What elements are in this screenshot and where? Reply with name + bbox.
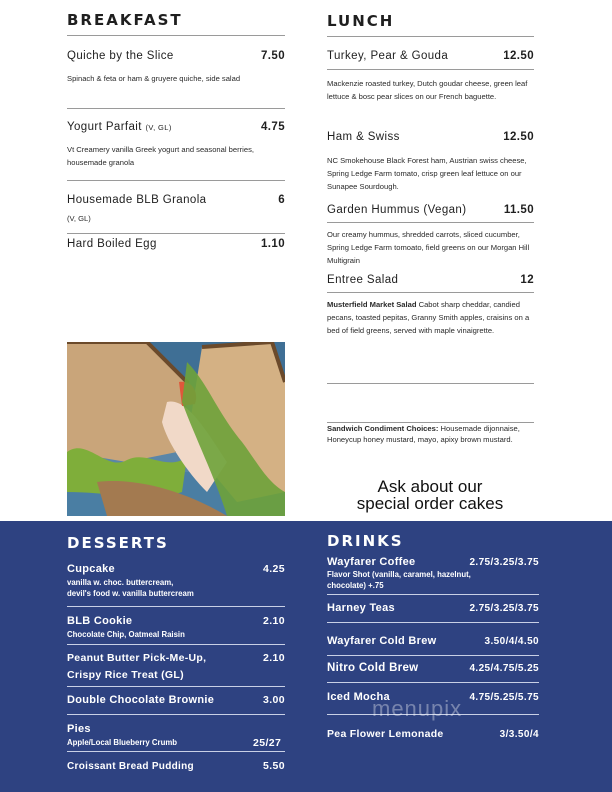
item-price: 4.75/5.25/5.75 bbox=[469, 692, 539, 703]
item-price: 3/3.50/4 bbox=[499, 729, 539, 740]
divider bbox=[67, 751, 285, 752]
special-order-cakes bbox=[330, 478, 530, 512]
salad-name: Musterfield Market Salad bbox=[327, 300, 417, 309]
lunch-heading: LUNCH bbox=[327, 12, 395, 30]
item-name: Yogurt Parfait bbox=[67, 121, 142, 133]
item-name: Wayfarer Coffee bbox=[327, 556, 416, 568]
item-price: 12.50 bbox=[503, 50, 534, 62]
item-price: 3.50/4/4.50 bbox=[484, 636, 539, 647]
condiments-text: Housemade dijonnaise, Honeycup honey mustard, mayo, apixy brown mustard. bbox=[327, 424, 520, 444]
item-price: 6 bbox=[278, 194, 285, 206]
menu-item-cupcake bbox=[67, 563, 285, 575]
item-name: Croissant Bread Pudding bbox=[67, 761, 194, 772]
menu-item-cold-brew bbox=[327, 635, 539, 647]
item-name: Ham & Swiss bbox=[327, 131, 400, 143]
item-price: 3.00 bbox=[262, 694, 285, 706]
menu-item-brownie bbox=[67, 694, 285, 706]
item-name: Hard Boiled Egg bbox=[67, 238, 157, 250]
drinks-heading: DRINKS bbox=[327, 532, 404, 550]
item-tag: (V, GL) bbox=[67, 214, 91, 223]
condiment-choices bbox=[327, 423, 534, 445]
desserts-drinks-band bbox=[0, 521, 612, 792]
item-name: Entree Salad bbox=[327, 274, 399, 286]
menu-item-ham-swiss bbox=[327, 131, 534, 143]
item-price: 2.75/3.25/3.75 bbox=[469, 557, 539, 568]
menu-item-granola bbox=[67, 194, 285, 206]
item-price: 4.25/4.75/5.25 bbox=[469, 663, 539, 674]
item-price: 2.10 bbox=[262, 615, 285, 627]
menu-item-yogurt-parfait bbox=[67, 121, 285, 133]
item-name: Housemade BLB Granola bbox=[67, 194, 207, 206]
pies-price: 25/27 bbox=[253, 737, 282, 749]
item-price: 4.75 bbox=[261, 121, 285, 133]
menu-item-quiche bbox=[67, 50, 285, 62]
menupix-watermark: menupix bbox=[372, 696, 463, 721]
special-line-2: special order cakes bbox=[356, 494, 504, 513]
item-name: Double Chocolate Brownie bbox=[67, 694, 215, 706]
item-name: Garden Hummus (Vegan) bbox=[327, 204, 467, 216]
divider bbox=[67, 606, 285, 607]
divider bbox=[67, 180, 285, 181]
divider bbox=[327, 594, 539, 595]
item-description: Spinach & feta or ham & gruyere quiche, side salad bbox=[67, 74, 241, 83]
sandwich-photo bbox=[67, 342, 285, 516]
breakfast-divider bbox=[67, 35, 285, 36]
item-price: 12.50 bbox=[503, 131, 534, 143]
menu-item-pea-flower-lemonade bbox=[327, 728, 539, 740]
divider bbox=[327, 622, 539, 623]
menu-item-blb-cookie bbox=[67, 615, 285, 627]
item-name: Harney Teas bbox=[327, 602, 395, 614]
item-name: Pea Flower Lemonade bbox=[327, 728, 444, 740]
item-sub: chocolate) +.75 bbox=[327, 581, 384, 590]
item-name: Nitro Cold Brew bbox=[327, 662, 419, 674]
menu-item-peanut-butter bbox=[67, 652, 285, 664]
item-sub: Flavor Shot (vanilla, caramel, hazelnut, bbox=[327, 570, 471, 579]
item-name: Turkey, Pear & Gouda bbox=[327, 50, 449, 62]
divider bbox=[67, 644, 285, 645]
item-name-line-2: Crispy Rice Treat (GL) bbox=[67, 669, 184, 681]
menu-item-hard-boiled-egg bbox=[67, 238, 285, 250]
item-sub: Apple/Local Blueberry Crumb bbox=[67, 738, 178, 747]
pies-name: Pies bbox=[67, 723, 91, 735]
item-price: 7.50 bbox=[261, 50, 285, 62]
item-description: Mackenzie roasted turkey, Dutch goudar cheese, green leaf lettuce & bosc pear slices on our French baguette. bbox=[327, 79, 528, 101]
divider bbox=[67, 233, 285, 234]
condiments-label: Sandwich Condiment Choices: bbox=[327, 424, 439, 433]
menu-item-turkey-pear-gouda bbox=[327, 50, 534, 62]
item-sub: vanilla w. choc. buttercream, bbox=[67, 578, 174, 587]
item-sub: devil's food w. vanilla buttercream bbox=[67, 589, 194, 598]
divider bbox=[327, 682, 539, 683]
menu-item-bread-pudding bbox=[67, 760, 285, 772]
item-name: Cupcake bbox=[67, 563, 115, 575]
desserts-heading: DESSERTS bbox=[67, 534, 169, 552]
item-price: 2.75/3.25/3.75 bbox=[469, 603, 539, 614]
salad-details: Cabot sharp cheddar, candied pecans, toasted pepitas, Granny Smith apples, craisins on a bed of field greens, served with maple vinaigrette. bbox=[327, 300, 530, 335]
item-price: 11.50 bbox=[503, 204, 534, 216]
breakfast-heading: BREAKFAST bbox=[67, 11, 183, 29]
item-name: BLB Cookie bbox=[67, 615, 133, 627]
menu-item-garden-hummus bbox=[327, 204, 534, 216]
item-name: Wayfarer Cold Brew bbox=[327, 635, 437, 647]
divider bbox=[67, 108, 285, 109]
divider bbox=[327, 292, 534, 293]
divider bbox=[327, 655, 539, 656]
item-tag: (V, GL) bbox=[145, 123, 172, 132]
divider bbox=[327, 383, 534, 384]
item-price: 12 bbox=[520, 274, 534, 286]
item-description: NC Smokehouse Black Forest ham, Austrian swiss cheese, Spring Ledge Farm tomato, crisp green leaf lettuce on our Sunapee Sourdough. bbox=[327, 156, 527, 191]
menu-item-entree-salad bbox=[327, 274, 534, 286]
divider bbox=[67, 686, 285, 687]
menu-item-wayfarer-coffee bbox=[327, 556, 539, 568]
menu-item-harney-teas bbox=[327, 602, 539, 614]
item-description: Our creamy hummus, shredded carrots, sliced cucumber, Spring Ledge Farm tomoato, field greens on our Morgan Hill Multigrain bbox=[327, 230, 530, 265]
item-name: Quiche by the Slice bbox=[67, 50, 174, 62]
item-price: 5.50 bbox=[262, 760, 285, 772]
item-name: Peanut Butter Pick-Me-Up, bbox=[67, 652, 207, 664]
divider bbox=[327, 222, 534, 223]
item-price: 2.10 bbox=[262, 652, 285, 664]
item-sub: Chocolate Chip, Oatmeal Raisin bbox=[67, 630, 185, 639]
item-name: Iced Mocha bbox=[327, 691, 390, 703]
lunch-divider bbox=[327, 36, 534, 37]
special-line-1: Ask about our bbox=[377, 477, 483, 496]
divider bbox=[67, 714, 285, 715]
item-price: 1.10 bbox=[261, 238, 285, 250]
divider bbox=[327, 69, 534, 70]
item-description: Vt Creamery vanilla Greek yogurt and seasonal berries, housemade granola bbox=[67, 145, 254, 167]
item-price: 4.25 bbox=[262, 563, 285, 575]
item-description bbox=[327, 298, 534, 337]
menu-item-nitro-cold-brew bbox=[327, 662, 539, 674]
